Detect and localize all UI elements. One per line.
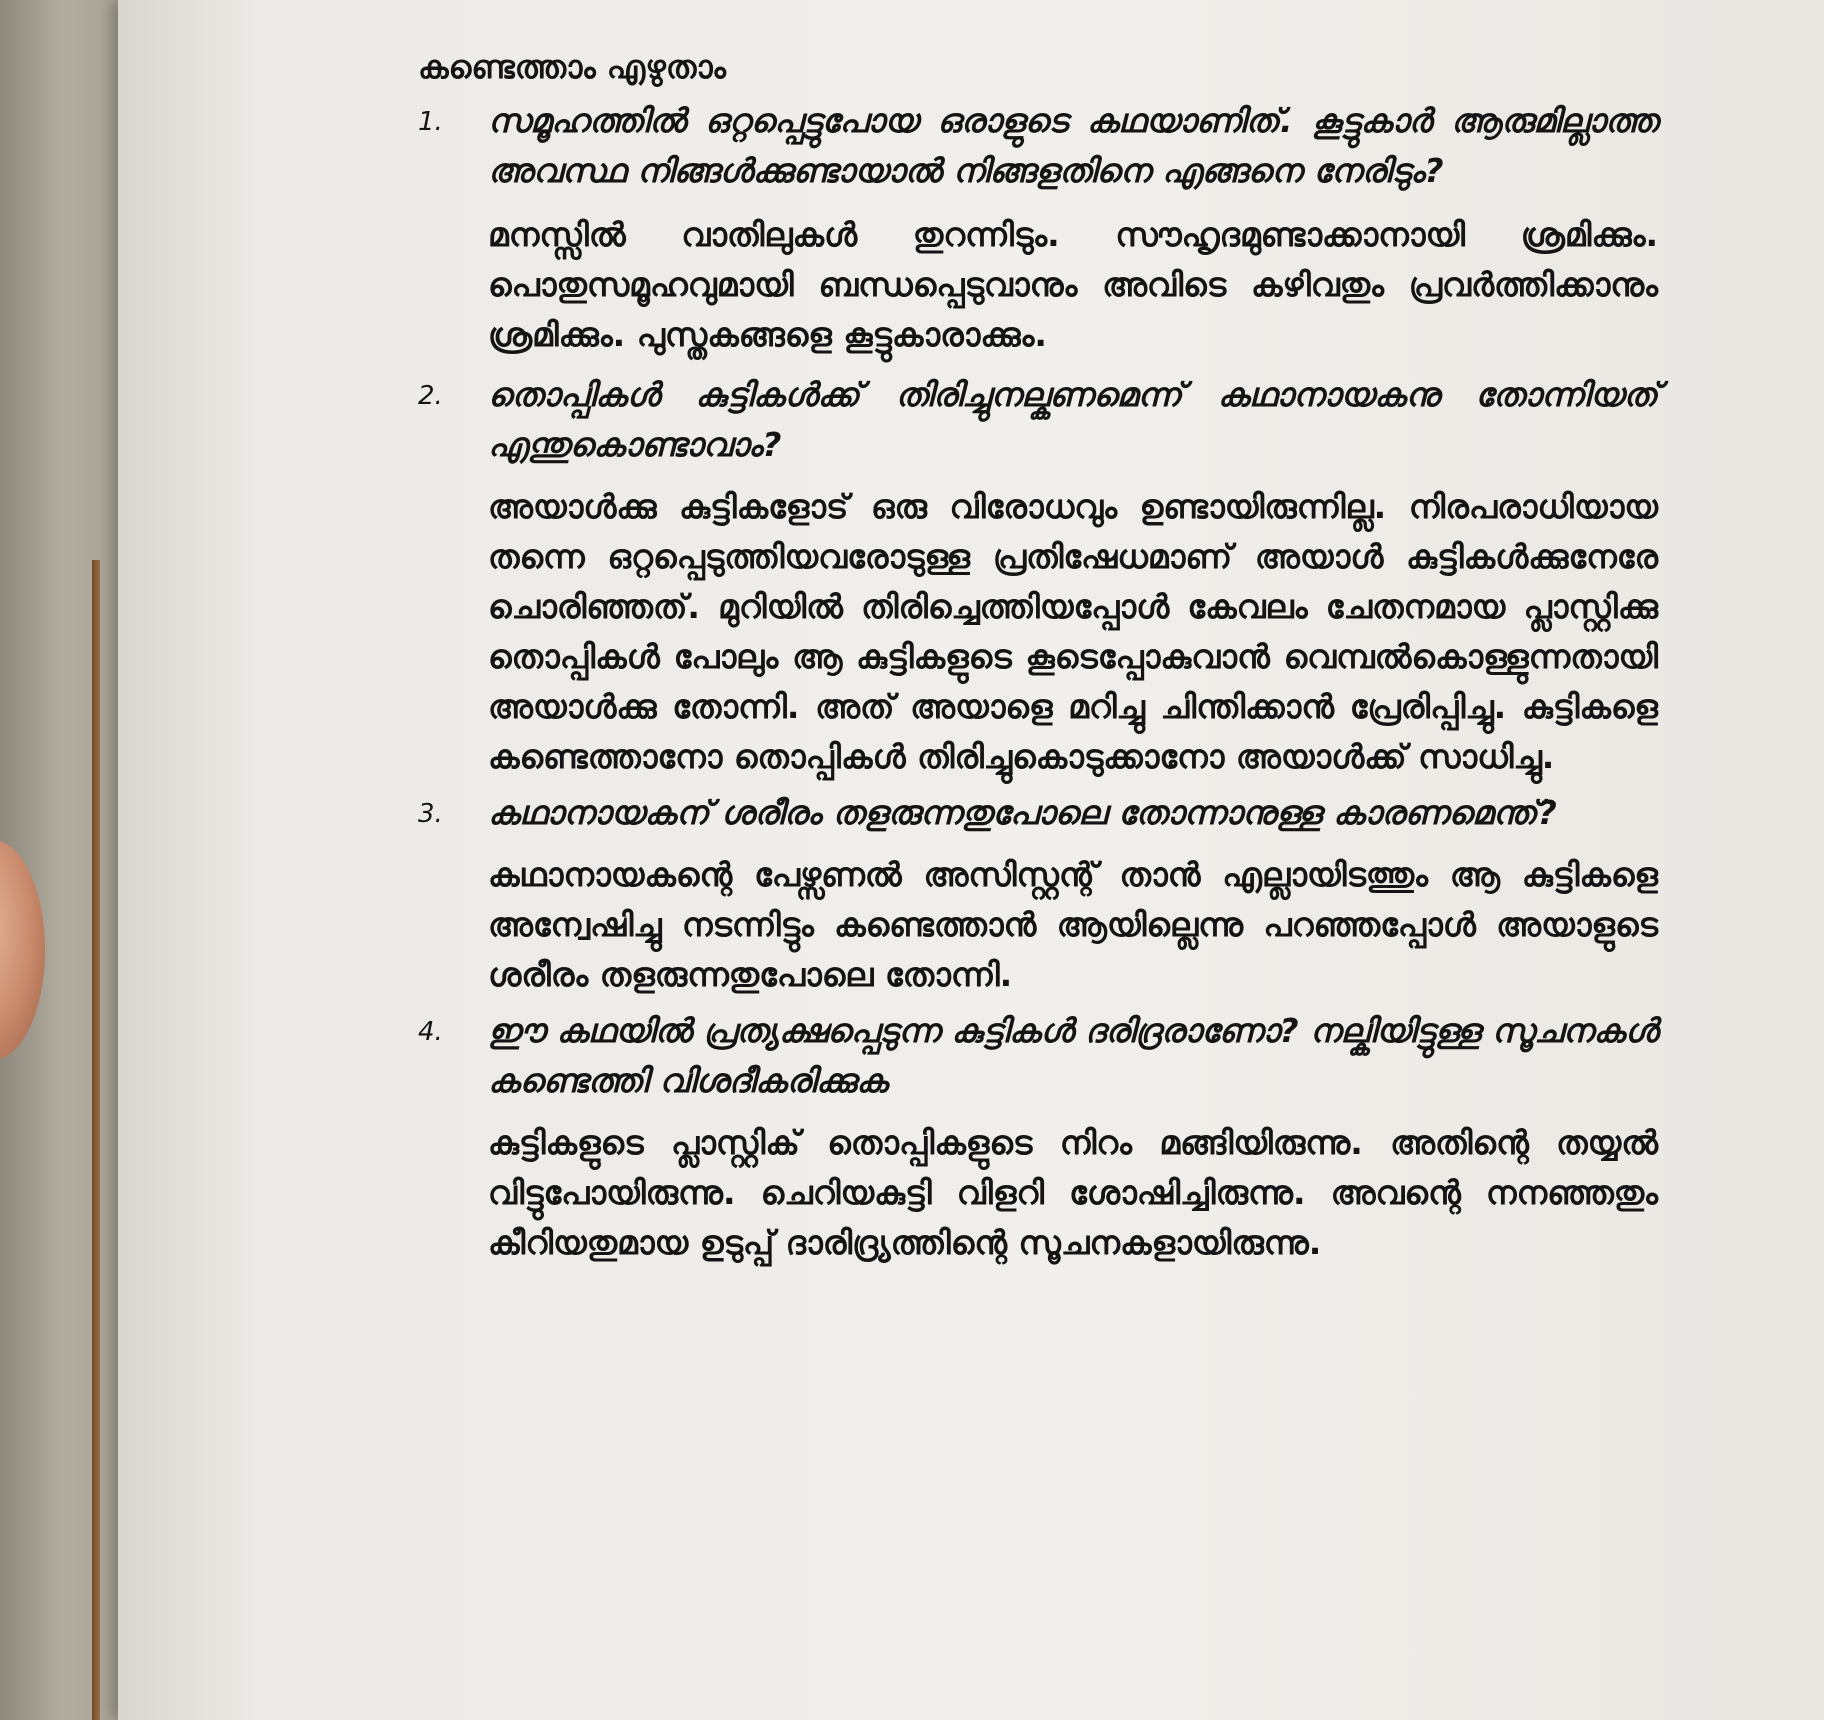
page-content [418, 42, 1658, 1274]
question-item-2 [418, 370, 1658, 782]
question-text: തൊപ്പികൾ കുട്ടികൾക്ക് തിരിച്ചുനല്കണമെന്ന് കഥാനായകനു തോന്നിയത് എന്തുകൊണ്ടാവാം? [488, 375, 1658, 464]
section-heading: കണ്ടെത്താം എഴുതാം [418, 48, 726, 86]
question-number: 3. [418, 799, 443, 829]
question-number: 2. [418, 381, 443, 411]
answer-text: അയാൾക്കു കുട്ടികളോട് ഒരു വിരോധവും ഉണ്ടായിരുന്നില്ല. നിരപരാധിയായ തന്നെ ഒറ്റപ്പെടുത്തിയവരോടുള്ള പ്രതിഷേധമാണ് അയാൾ കുട്ടികൾക്കുനേരേ ചൊരിഞ്ഞത്. മുറിയിൽ തിരിച്ചെത്തിയപ്പോൾ കേവലം ചേതനമായ പ്ലാസ്റ്റിക്കു തൊപ്പികൾ പോലും ആ കുട്ടികളുടെ കൂടെപ്പോകുവാൻ വെമ്പൽകൊള്ളുന്നതായി അയാൾക്കു തോന്നി. അത് അയാളെ മറിച്ചു ചിന്തിക്കാൻ പ്രേരിപ്പിച്ചു. കുട്ടികളെ കണ്ടെത്താനോ തൊപ്പികൾ തിരിച്ചുകൊടുക്കാനോ അയാൾക്ക് സാധിച്ചു. [488, 487, 1658, 776]
page-edge [92, 560, 100, 1720]
answer-text: മനസ്സിൽ വാതിലുകൾ തുറന്നിടും. സൗഹൃദമുണ്ടാക്കാനായി ശ്രമിക്കും. പൊതുസമൂഹവുമായി ബന്ധപ്പെടുവാനും അവിടെ കഴിവതും പ്രവർത്തിക്കാനും ശ്രമിക്കും. പുസ്തകങ്ങളെ കൂട്ടുകാരാക്കും. [488, 215, 1658, 354]
question-number: 4. [418, 1017, 443, 1047]
answer-text: കഥാനായകന്റെ പേഴ്സണൽ അസിസ്റ്റന്റ് താൻ എല്ലായിടത്തും ആ കുട്ടികളെ അന്വേഷിച്ചു നടന്നിട്ടും കണ്ടെത്താൻ ആയില്ലെന്നു പറഞ്ഞപ്പോൾ അയാളുടെ ശരീരം തളരുന്നതുപോലെ തോന്നി. [488, 855, 1658, 994]
question-item-1 [418, 96, 1658, 360]
book-page [118, 0, 1824, 1720]
question-text: കഥാനായകന് ശരീരം തളരുന്നതുപോലെ തോന്നാനുള്ള കാരണമെന്ത്? [488, 793, 1557, 832]
question-text: സമൂഹത്തിൽ ഒറ്റപ്പെട്ടുപോയ ഒരാളുടെ കഥയാണിത്. കൂട്ടുകാർ ആരുമില്ലാത്ത അവസ്ഥ നിങ്ങൾക്കുണ്ടായാൽ നിങ്ങളതിനെ എങ്ങനെ നേരിടും? [488, 101, 1658, 190]
question-number: 1. [418, 107, 443, 137]
question-item-3 [418, 788, 1658, 1000]
question-text: ഈ കഥയിൽ പ്രത്യക്ഷപ്പെടുന്ന കുട്ടികൾ ദരിദ്രരാണോ? നല്കിയിട്ടുള്ള സൂചനകൾ കണ്ടെത്തി വിശദീകരിക്കുക [488, 1011, 1658, 1100]
answer-text: കുട്ടികളുടെ പ്ലാസ്റ്റിക് തൊപ്പികളുടെ നിറം മങ്ങിയിരുന്നു. അതിന്റെ തയ്യൽ വിട്ടുപോയിരുന്നു. ചെറിയകുട്ടി വിളറി ശോഷിച്ചിരുന്നു. അവന്റെ നനഞ്ഞതും കീറിയതുമായ ഉടുപ്പ് ദാരിദ്ര്യത്തിന്റെ സൂചനകളായിരുന്നു. [488, 1123, 1658, 1262]
question-item-4 [418, 1006, 1658, 1268]
